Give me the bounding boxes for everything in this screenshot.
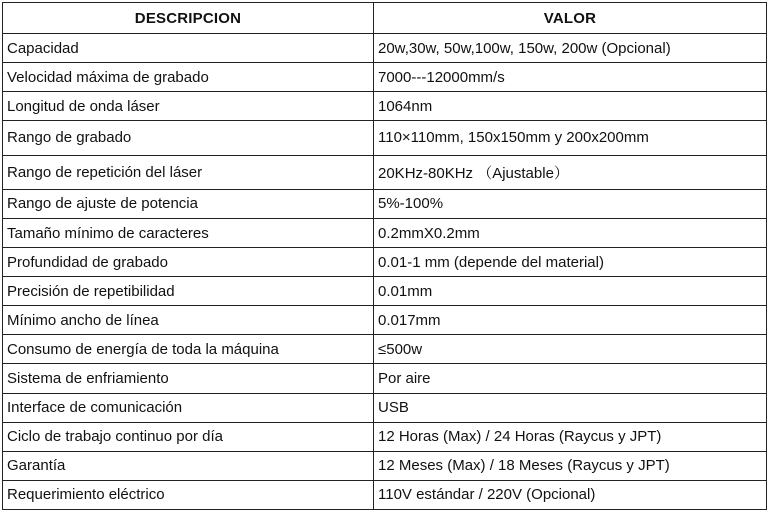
row-description: Sistema de enfriamiento xyxy=(3,364,374,393)
spec-table xyxy=(2,2,767,510)
row-value: 12 Horas (Max) / 24 Horas (Raycus y JPT) xyxy=(374,422,767,451)
row-value: 110V estándar / 220V (Opcional) xyxy=(374,480,767,509)
table-row xyxy=(3,364,767,393)
table-row xyxy=(3,63,767,92)
row-description: Ciclo de trabajo continuo por día xyxy=(3,422,374,451)
table-row xyxy=(3,451,767,480)
row-description: Rango de grabado xyxy=(3,121,374,155)
table-row xyxy=(3,248,767,277)
row-value: 12 Meses (Max) / 18 Meses (Raycus y JPT) xyxy=(374,451,767,480)
table-row xyxy=(3,393,767,422)
column-header-value: VALOR xyxy=(374,3,767,34)
row-description: Rango de ajuste de potencia xyxy=(3,189,374,218)
row-value: 110×110mm, 150x150mm y 200x200mm xyxy=(374,121,767,155)
table-row xyxy=(3,422,767,451)
table-row xyxy=(3,92,767,121)
table-row xyxy=(3,189,767,218)
row-value: USB xyxy=(374,393,767,422)
table-row xyxy=(3,335,767,364)
row-value: 0.01-1 mm (depende del material) xyxy=(374,248,767,277)
row-value: Por aire xyxy=(374,364,767,393)
table-row xyxy=(3,121,767,155)
column-header-description: DESCRIPCION xyxy=(3,3,374,34)
row-value: 0.01mm xyxy=(374,277,767,306)
row-value: 7000---12000mm/s xyxy=(374,63,767,92)
table-row xyxy=(3,34,767,63)
row-description: Rango de repetición del láser xyxy=(3,155,374,189)
table-row xyxy=(3,277,767,306)
row-description: Tamaño mínimo de caracteres xyxy=(3,218,374,247)
table-row xyxy=(3,218,767,247)
row-value: 0.2mmX0.2mm xyxy=(374,218,767,247)
row-description: Longitud de onda láser xyxy=(3,92,374,121)
row-description: Profundidad de grabado xyxy=(3,248,374,277)
table-row xyxy=(3,306,767,335)
row-description: Consumo de energía de toda la máquina xyxy=(3,335,374,364)
row-value: 0.017mm xyxy=(374,306,767,335)
row-description: Mínimo ancho de línea xyxy=(3,306,374,335)
table-row xyxy=(3,155,767,189)
row-description: Velocidad máxima de grabado xyxy=(3,63,374,92)
table-header-row xyxy=(3,3,767,34)
row-value: 5%-100% xyxy=(374,189,767,218)
row-description: Requerimiento eléctrico xyxy=(3,480,374,509)
row-description: Garantía xyxy=(3,451,374,480)
row-value: 20KHz-80KHz （Ajustable） xyxy=(374,155,767,189)
row-description: Precisión de repetibilidad xyxy=(3,277,374,306)
row-value: 20w,30w, 50w,100w, 150w, 200w (Opcional) xyxy=(374,34,767,63)
row-value: 1064nm xyxy=(374,92,767,121)
table-row xyxy=(3,480,767,509)
row-description: Capacidad xyxy=(3,34,374,63)
row-description: Interface de comunicación xyxy=(3,393,374,422)
row-value: ≤500w xyxy=(374,335,767,364)
